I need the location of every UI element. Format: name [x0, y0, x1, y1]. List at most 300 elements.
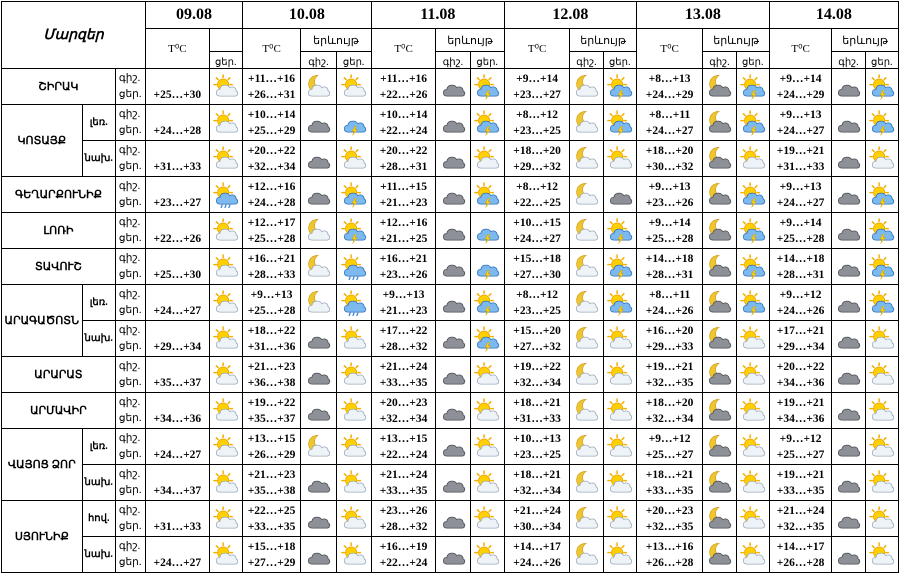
- time-of-day: [115, 321, 145, 357]
- day-temp: +25…+27: [776, 448, 825, 461]
- night-phenomenon-cell: [301, 537, 336, 573]
- day-temp: +34…+36: [153, 412, 202, 425]
- dark-cloud-icon: [305, 542, 331, 568]
- night-phenomenon-cell: [703, 105, 736, 141]
- day-subheader: ցեր.: [865, 52, 898, 69]
- time-of-day: [115, 141, 145, 177]
- moon-cloud-icon: [573, 470, 599, 496]
- day-temp: +28…+31: [379, 160, 428, 173]
- temp-cell: [371, 501, 435, 537]
- night-phenomenon-cell: [832, 105, 865, 141]
- dark-cloud-icon: [440, 362, 466, 388]
- temp-cell: [769, 69, 831, 105]
- day-phenomenon-cell: [470, 501, 504, 537]
- night-temp: +21…+23: [247, 468, 296, 481]
- night-phenomenon-cell: [570, 501, 603, 537]
- night-phenomenon-cell: [703, 465, 736, 501]
- sun-cloud-storm-icon: [740, 254, 766, 280]
- night-label: գիշ.: [118, 396, 141, 408]
- day-phenomenon-cell: [336, 177, 371, 213]
- day-temp: +25…+28: [776, 232, 825, 245]
- day-temp: +29…+34: [153, 340, 202, 353]
- day-phenomenon-cell: [336, 141, 371, 177]
- day-temp: +24…+27: [153, 448, 202, 461]
- sun-cloud-icon: [869, 398, 895, 424]
- day-temp: +26…+31: [247, 88, 296, 101]
- day-phenomenon-cell: [603, 177, 636, 213]
- temp-header: T⁰C: [242, 29, 300, 69]
- day-label: ցեր.: [118, 88, 142, 100]
- day-subheader: ցեր.: [209, 52, 242, 69]
- temp-cell: [242, 321, 300, 357]
- day-temp: +24…+27: [153, 556, 202, 569]
- day-label: ցեր.: [118, 520, 142, 532]
- day-temp: +25…+30: [153, 88, 202, 101]
- day-temp: +35…+37: [153, 376, 202, 389]
- temp-cell: [769, 537, 831, 573]
- table-row: [2, 105, 899, 141]
- day-temp: +31…+33: [776, 160, 825, 173]
- sun-cloud-storm-icon: [740, 218, 766, 244]
- sun-cloud-icon: [474, 146, 500, 172]
- night-temp: +9…+13: [779, 108, 822, 121]
- day-phenomenon-cell: [736, 177, 769, 213]
- night-temp: +21…+24: [776, 504, 825, 517]
- night-temp: +13…+15: [247, 432, 296, 445]
- night-temp: +22…+25: [247, 504, 296, 517]
- night-temp: +16…+19: [379, 540, 428, 553]
- night-phenomenon-cell: [301, 285, 336, 321]
- sun-cloud-icon: [607, 506, 633, 532]
- night-phenomenon-cell: [832, 501, 865, 537]
- night-temp: +20…+23: [645, 504, 694, 517]
- night-phenomenon-cell: [301, 249, 336, 285]
- night-subheader: գիշ.: [301, 52, 336, 69]
- night-phenomenon-cell: [301, 321, 336, 357]
- temp-cell: [769, 105, 831, 141]
- dark-cloud-icon: [440, 434, 466, 460]
- sun-cloud-icon: [341, 506, 367, 532]
- table-row: [2, 285, 899, 321]
- night-temp: +9…+14: [779, 216, 822, 229]
- dark-cloud-icon: [835, 182, 861, 208]
- night-temp: +20…+22: [379, 144, 428, 157]
- day-temp: +34…+36: [776, 412, 825, 425]
- day-subheader: ցեր.: [603, 52, 636, 69]
- moon-cloud-icon: [573, 182, 599, 208]
- temp-cell: [636, 213, 703, 249]
- regions-header: Մարզեր: [2, 2, 146, 69]
- sun-cloud-icon: [869, 470, 895, 496]
- dark-cloud-icon: [305, 398, 331, 424]
- sun-cloud-storm-icon: [869, 110, 895, 136]
- day-label: ցեր.: [118, 304, 142, 316]
- day-phenomenon-cell: [865, 285, 898, 321]
- night-phenomenon-cell: [570, 141, 603, 177]
- night-temp: +9…+14: [779, 72, 822, 85]
- night-phenomenon-cell: [832, 285, 865, 321]
- date-header: 09.08: [146, 2, 243, 29]
- sun-cloud-icon: [869, 326, 895, 352]
- day-label: ցեր.: [118, 268, 142, 280]
- day-phenomenon-cell: [736, 501, 769, 537]
- night-temp: +21…+24: [379, 468, 428, 481]
- sun-cloud-icon: [341, 326, 367, 352]
- sun-cloud-icon: [474, 542, 500, 568]
- cloud-storm-icon: [474, 254, 500, 280]
- night-phenomenon-cell: [436, 285, 470, 321]
- day-temp: +28…+32: [379, 340, 428, 353]
- temp-cell: [371, 249, 435, 285]
- night-label: գիշ.: [118, 180, 141, 192]
- night-phenomenon-cell: [832, 321, 865, 357]
- temp-cell: [146, 393, 209, 429]
- region-name: ՎԱՅՈՑ ՁՈՐ: [2, 429, 83, 501]
- temp-cell: [504, 69, 570, 105]
- temp-cell: [636, 321, 703, 357]
- day-phenomenon-cell: [736, 249, 769, 285]
- dark-cloud-icon: [440, 326, 466, 352]
- night-temp: +10…+13: [513, 432, 561, 445]
- phenomenon-cell: [209, 393, 242, 429]
- night-phenomenon-cell: [436, 321, 470, 357]
- day-temp: +25…+27: [645, 448, 694, 461]
- night-phenomenon-cell: [570, 249, 603, 285]
- temp-cell: [242, 213, 300, 249]
- day-temp: +23…+27: [513, 88, 561, 101]
- night-label: գիշ.: [118, 252, 141, 264]
- night-temp: +21…+23: [247, 360, 296, 373]
- sun-cloud-rain-icon: [341, 290, 367, 316]
- day-phenomenon-cell: [336, 105, 371, 141]
- day-temp: +24…+28: [247, 196, 296, 209]
- day-temp: +31…+36: [247, 340, 296, 353]
- day-phenomenon-cell: [736, 321, 769, 357]
- phenomenon-cell: [209, 357, 242, 393]
- night-phenomenon-cell: [832, 249, 865, 285]
- temp-cell: [146, 69, 209, 105]
- day-temp: +23…+25: [513, 448, 561, 461]
- time-of-day: [115, 357, 145, 393]
- night-temp: +14…+18: [645, 252, 694, 265]
- day-phenomenon-cell: [603, 213, 636, 249]
- sun-cloud-storm-icon: [474, 290, 500, 316]
- temp-cell: [242, 537, 300, 573]
- day-temp: +30…+32: [645, 160, 694, 173]
- day-temp: +32…+34: [379, 412, 428, 425]
- sun-cloud-icon: [341, 74, 367, 100]
- cloud-storm-icon: [474, 218, 500, 244]
- night-temp: +9…+13: [779, 180, 822, 193]
- night-phenomenon-cell: [570, 465, 603, 501]
- night-phenomenon-cell: [301, 393, 336, 429]
- temp-cell: [636, 285, 703, 321]
- night-temp: +9…+13: [250, 288, 293, 301]
- subregion-label: նախ.: [82, 141, 115, 177]
- night-temp: +11…+16: [380, 72, 428, 85]
- forecast-table: [1, 1, 899, 573]
- time-of-day: [115, 393, 145, 429]
- dark-cloud-icon: [305, 506, 331, 532]
- day-temp: +24…+27: [513, 232, 561, 245]
- dark-cloud-icon: [835, 506, 861, 532]
- night-phenomenon-cell: [703, 357, 736, 393]
- night-phenomenon-cell: [570, 429, 603, 465]
- moon-cloud-icon: [573, 146, 599, 172]
- day-temp: +25…+30: [153, 268, 202, 281]
- day-temp: +24…+27: [645, 124, 694, 137]
- night-phenomenon-cell: [436, 249, 470, 285]
- day-temp: +25…+28: [247, 304, 296, 317]
- day-subheader: ցեր.: [736, 52, 769, 69]
- temp-cell: [371, 213, 435, 249]
- temp-cell: [371, 465, 435, 501]
- day-label: ցեր.: [118, 556, 142, 568]
- night-temp: +8…+13: [648, 72, 691, 85]
- phenomenon-cell: [209, 141, 242, 177]
- temp-header: T⁰C: [371, 29, 435, 69]
- temp-cell: [371, 357, 435, 393]
- night-phenomenon-cell: [832, 393, 865, 429]
- night-phenomenon-cell: [301, 501, 336, 537]
- temp-cell: [636, 465, 703, 501]
- night-phenomenon-cell: [436, 213, 470, 249]
- day-temp: +32…+34: [247, 160, 296, 173]
- night-subheader: գիշ.: [703, 52, 736, 69]
- sun-cloud-storm-icon: [474, 182, 500, 208]
- day-temp: +32…+35: [645, 376, 694, 389]
- region-name: ԱՐԱՐԱՏ: [2, 357, 116, 393]
- night-phenomenon-cell: [436, 177, 470, 213]
- table-row: [2, 357, 899, 393]
- night-phenomenon-cell: [832, 357, 865, 393]
- sun-cloud-icon: [607, 146, 633, 172]
- day-temp: +36…+38: [247, 376, 296, 389]
- dark-cloud-icon: [440, 470, 466, 496]
- temp-header: T⁰C: [504, 29, 570, 69]
- day-phenomenon-cell: [736, 69, 769, 105]
- day-phenomenon-cell: [336, 249, 371, 285]
- day-phenomenon-cell: [336, 465, 371, 501]
- night-temp: +11…+15: [380, 180, 428, 193]
- day-phenomenon-cell: [865, 213, 898, 249]
- day-phenomenon-cell: [470, 357, 504, 393]
- day-temp: +32…+34: [645, 412, 694, 425]
- day-temp: +22…+26: [379, 88, 428, 101]
- sun-cloud-storm-icon: [740, 290, 766, 316]
- temp-cell: [371, 429, 435, 465]
- day-phenomenon-cell: [603, 465, 636, 501]
- night-temp: +8…+12: [516, 288, 558, 301]
- sun-cloud-icon: [869, 506, 895, 532]
- dark-cloud-icon: [305, 326, 331, 352]
- day-phenomenon-cell: [470, 285, 504, 321]
- day-temp: +24…+28: [153, 124, 202, 137]
- phenomenon-cell: [209, 285, 242, 321]
- temp-cell: [242, 105, 300, 141]
- temp-cell: [242, 177, 300, 213]
- night-temp: +20…+22: [776, 360, 825, 373]
- day-temp: +22…+26: [153, 232, 202, 245]
- moon-dark-cloud-icon: [706, 542, 732, 568]
- day-temp: +27…+30: [513, 268, 561, 281]
- night-temp: +20…+22: [247, 144, 296, 157]
- temp-cell: [371, 177, 435, 213]
- temp-cell: [769, 285, 831, 321]
- night-temp: +18…+20: [645, 144, 694, 157]
- day-label: ցեր.: [118, 448, 142, 460]
- night-temp: +16…+21: [247, 252, 296, 265]
- night-temp: +14…+18: [776, 252, 825, 265]
- day-temp: +21…+25: [379, 232, 428, 245]
- temp-cell: [146, 105, 209, 141]
- night-temp: +9…+12: [779, 432, 822, 445]
- day-temp: +28…+32: [379, 520, 428, 533]
- night-phenomenon-cell: [436, 69, 470, 105]
- night-temp: +17…+21: [776, 324, 825, 337]
- day-temp: +35…+37: [247, 412, 296, 425]
- temp-cell: [242, 429, 300, 465]
- night-label: գիշ.: [118, 144, 141, 156]
- night-phenomenon-cell: [436, 141, 470, 177]
- time-of-day: [115, 69, 145, 105]
- sun-cloud-storm-icon: [474, 74, 500, 100]
- day-temp: +28…+33: [247, 268, 296, 281]
- dark-cloud-icon: [835, 398, 861, 424]
- night-temp: +9…+12: [648, 432, 691, 445]
- night-temp: +10…+14: [247, 108, 296, 121]
- night-temp: +15…+20: [513, 324, 561, 337]
- night-phenomenon-cell: [570, 285, 603, 321]
- day-phenomenon-cell: [603, 249, 636, 285]
- sun-cloud-storm-icon: [740, 110, 766, 136]
- dark-cloud-icon: [835, 290, 861, 316]
- moon-dark-cloud-icon: [706, 146, 732, 172]
- time-of-day: [115, 213, 145, 249]
- moon-cloud-icon: [305, 74, 331, 100]
- sun-cloud-icon: [213, 542, 239, 568]
- dark-cloud-icon: [440, 254, 466, 280]
- day-temp: +29…+34: [776, 340, 825, 353]
- day-temp: +31…+33: [153, 520, 202, 533]
- phenomenon-cell: [209, 105, 242, 141]
- temp-cell: [146, 141, 209, 177]
- day-temp: +24…+27: [776, 196, 825, 209]
- day-phenomenon-cell: [336, 321, 371, 357]
- night-temp: +8…+11: [648, 288, 691, 301]
- temp-header: T⁰C: [636, 29, 703, 69]
- temp-cell: [146, 537, 209, 573]
- night-temp: +21…+24: [513, 504, 561, 517]
- day-phenomenon-cell: [336, 357, 371, 393]
- dark-cloud-icon: [835, 218, 861, 244]
- night-phenomenon-cell: [436, 393, 470, 429]
- sun-cloud-icon: [213, 254, 239, 280]
- date-header: 12.08: [504, 2, 636, 29]
- dark-cloud-icon: [440, 182, 466, 208]
- day-temp: +32…+34: [513, 484, 561, 497]
- day-phenomenon-cell: [603, 537, 636, 573]
- night-label: գիշ.: [118, 288, 141, 300]
- phenomenon-cell: [209, 69, 242, 105]
- temp-cell: [769, 249, 831, 285]
- sun-cloud-icon: [474, 470, 500, 496]
- sun-cloud-icon: [607, 398, 633, 424]
- time-of-day: [115, 285, 145, 321]
- sun-cloud-storm-icon: [474, 326, 500, 352]
- night-temp: +19…+21: [776, 468, 825, 481]
- night-label: գիշ.: [118, 432, 141, 444]
- temp-cell: [146, 501, 209, 537]
- temp-cell: [242, 69, 300, 105]
- temp-cell: [769, 465, 831, 501]
- moon-dark-cloud-icon: [706, 74, 732, 100]
- temp-cell: [769, 393, 831, 429]
- night-phenomenon-cell: [703, 501, 736, 537]
- day-temp: +33…+35: [379, 484, 428, 497]
- day-temp: +35…+38: [247, 484, 296, 497]
- day-phenomenon-cell: [603, 105, 636, 141]
- night-phenomenon-cell: [703, 177, 736, 213]
- day-temp: +24…+29: [645, 88, 694, 101]
- sun-cloud-icon: [740, 398, 766, 424]
- day-phenomenon-cell: [336, 213, 371, 249]
- sun-cloud-storm-icon: [869, 254, 895, 280]
- night-phenomenon-cell: [570, 177, 603, 213]
- region-name: ԱՐՄԱՎԻՐ: [2, 393, 116, 429]
- day-temp: +21…+23: [379, 304, 428, 317]
- moon-dark-cloud-icon: [706, 506, 732, 532]
- temp-cell: [769, 429, 831, 465]
- temp-cell: [371, 105, 435, 141]
- day-temp: +22…+25: [513, 196, 561, 209]
- day-temp: +29…+33: [645, 340, 694, 353]
- temp-cell: [636, 357, 703, 393]
- table-row: [2, 69, 899, 105]
- day-temp: +31…+33: [513, 412, 561, 425]
- sun-cloud-icon: [213, 290, 239, 316]
- night-phenomenon-cell: [436, 105, 470, 141]
- table-row: [2, 249, 899, 285]
- day-temp: +33…+35: [379, 376, 428, 389]
- moon-cloud-icon: [573, 290, 599, 316]
- night-label: գիշ.: [118, 504, 141, 516]
- night-temp: +18…+20: [645, 396, 694, 409]
- night-label: գիշ.: [118, 540, 141, 552]
- day-label: ցեր.: [118, 232, 142, 244]
- temp-cell: [504, 501, 570, 537]
- dark-cloud-icon: [835, 110, 861, 136]
- phenomenon-cell: [209, 465, 242, 501]
- sun-cloud-icon: [740, 326, 766, 352]
- day-temp: +33…+35: [645, 484, 694, 497]
- night-phenomenon-cell: [570, 537, 603, 573]
- subregion-label: նախ.: [82, 321, 115, 357]
- day-temp: +24…+26: [645, 304, 694, 317]
- temp-cell: [371, 537, 435, 573]
- night-phenomenon-cell: [301, 177, 336, 213]
- temp-cell: [636, 177, 703, 213]
- day-phenomenon-cell: [865, 141, 898, 177]
- sun-cloud-icon: [213, 362, 239, 388]
- moon-cloud-icon: [573, 326, 599, 352]
- region-name: ԿՈՏԱՅՔ: [2, 105, 83, 177]
- sun-cloud-icon: [740, 542, 766, 568]
- phenomenon-cell: [209, 321, 242, 357]
- day-phenomenon-cell: [736, 105, 769, 141]
- day-phenomenon-cell: [865, 69, 898, 105]
- temp-cell: [769, 321, 831, 357]
